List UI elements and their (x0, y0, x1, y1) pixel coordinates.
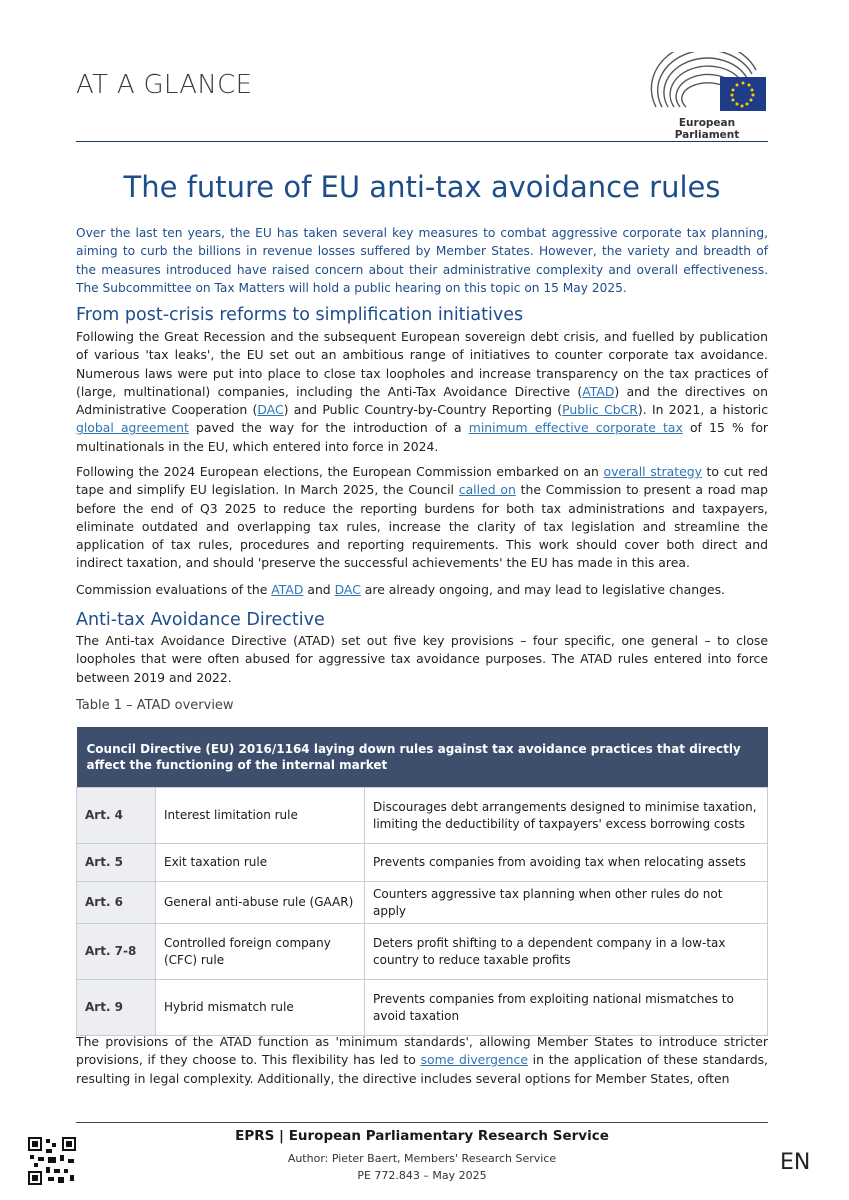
table-cell-description: Prevents companies from exploiting national mismatches to avoid taxation (365, 980, 768, 1036)
table-row (77, 788, 768, 844)
paragraph-reforms-2 (76, 463, 768, 573)
footer-divider (76, 1122, 768, 1123)
text: Following the Great Recession and the subsequent European sovereign debt crisis, and fuelled by publication of various 'tax leaks', the EU set out an ambitious range of initiatives to counter corporate tax avoidance. Numerous laws were put into place to close tax loopholes and increase transparency on the tax practices of (large, multinational) companies, including the Anti-Tax Avoidance Directive ( (76, 329, 768, 399)
paragraph-reforms-1 (76, 328, 768, 456)
link-called-on[interactable]: called on (458, 482, 516, 498)
atad-table (76, 727, 768, 1036)
table-cell-rule: Controlled foreign company (CFC) rule (156, 924, 365, 980)
table-cell-description: Counters aggressive tax planning when other rules do not apply (365, 882, 768, 924)
text: Commission evaluations of the (76, 582, 272, 597)
footer-author: Author: Pieter Baert, Members' Research Service (287, 1152, 557, 1165)
table-cell-article: Art. 4 (77, 788, 156, 844)
table-row (77, 980, 768, 1036)
section-heading-reforms: From post-crisis reforms to simplification initiatives (76, 305, 524, 325)
text: to cut red tape and simplify EU legislation. In March 2025, the Council (76, 464, 769, 498)
logo-caption: European Parliament (674, 117, 740, 141)
link-dac-evaluation[interactable]: DAC (334, 582, 361, 597)
text: The provisions of the ATAD function as 'minimum standards', allowing Member States to introduce stricter provisions, if they choose to. This flexibility has led to (76, 1034, 768, 1068)
text: ) and the directives on Administrative Cooperation ( (76, 383, 768, 418)
table-cell-rule: Interest limitation rule (156, 788, 365, 844)
table-cell-description: Prevents companies from avoiding tax when relocating assets (365, 844, 768, 882)
document-kicker: AT A GLANCE (76, 70, 253, 100)
table-row (77, 882, 768, 924)
table-caption: Table 1 – ATAD overview (76, 698, 234, 713)
qr-code-icon (28, 1137, 76, 1185)
table-cell-article: Art. 6 (77, 882, 156, 924)
table-cell-rule: Hybrid mismatch rule (156, 980, 365, 1036)
table-header: Council Directive (EU) 2016/1164 laying down rules against tax avoidance practices that directly affect the functioning of the internal market (77, 727, 768, 788)
link-dac[interactable]: DAC (257, 402, 284, 418)
table-cell-description: Discourages debt arrangements designed to minimise taxation, limiting the deductibility of taxpayers' excess borrowing costs (365, 788, 768, 844)
link-public-cbcr[interactable]: Public CbCR (562, 402, 638, 418)
table-row (77, 924, 768, 980)
section-heading-atad: Anti-tax Avoidance Directive (76, 610, 325, 630)
text: of 15 % for multinationals in the EU, which entered into force in 2024. (76, 420, 768, 454)
table-cell-description: Deters profit shifting to a dependent company in a low-tax country to reduce taxable profits (365, 924, 768, 980)
table-cell-article: Art. 9 (77, 980, 156, 1036)
link-atad-evaluation[interactable]: ATAD (271, 582, 304, 597)
header-divider (76, 141, 768, 142)
text: paved the way for the introduction of a (188, 420, 469, 436)
paragraph-atad-2 (76, 1033, 768, 1088)
link-overall-strategy[interactable]: overall strategy (603, 464, 702, 479)
table-cell-rule: General anti-abuse rule (GAAR) (156, 882, 365, 924)
text: and (303, 582, 335, 597)
paragraph-atad-1: The Anti-tax Avoidance Directive (ATAD) set out five key provisions – four specific, one general – to close loopholes that were often abused for aggressive tax avoidance purposes. The ATAD rules entered into force between 2019 and 2022. (76, 633, 768, 685)
text: are already ongoing, and may lead to legislative changes. (360, 582, 725, 597)
table-cell-article: Art. 7-8 (77, 924, 156, 980)
lead-paragraph: Over the last ten years, the EU has taken several key measures to combat aggressive corporate tax planning, aiming to curb the billions in revenue losses suffered by Member States. However, the variety and breadth of the measures introduced have raised concern about their administrative complexity and overall effectiveness. The Subcommittee on Tax Matters will hold a public hearing on this topic on 15 May 2025. (76, 226, 768, 296)
page-title: The future of EU anti-tax avoidance rules (123, 170, 721, 204)
footer-reference: PE 772.843 – May 2025 (357, 1169, 487, 1182)
table-row (77, 844, 768, 882)
link-atad[interactable]: ATAD (582, 383, 615, 399)
text: the Commission to present a road map before the end of Q3 2025 to reduce the reporting burdens for both tax administrations and taxpayers, eliminate outdated and overlapping tax rules, increase the clarity of tax legislation and streamline the application of tax rules, procedures and reporting requirements. This work should cover both direct and indirect taxation, and should 'preserve the successful achievements' the EU has made in this area. (76, 482, 768, 571)
text: ) and Public Country-by-Country Reporting ( (283, 402, 563, 418)
table-cell-rule: Exit taxation rule (156, 844, 365, 882)
text: in the application of these standards, resulting in legal complexity. Additionally, the directive includes several options for Member States, often (76, 1052, 768, 1086)
text: ). In 2021, a historic (637, 402, 769, 418)
language-code: EN (780, 1150, 811, 1175)
link-global-agreement[interactable]: global agreement (76, 420, 189, 436)
link-minimum-tax[interactable]: minimum effective corporate tax (468, 420, 683, 436)
paragraph-reforms-3 (76, 581, 768, 599)
link-some-divergence[interactable]: some divergence (420, 1052, 528, 1068)
table-cell-article: Art. 5 (77, 844, 156, 882)
text: Following the 2024 European elections, the European Commission embarked on an (76, 464, 604, 479)
footer-organization: EPRS | European Parliamentary Research Service (235, 1128, 609, 1144)
